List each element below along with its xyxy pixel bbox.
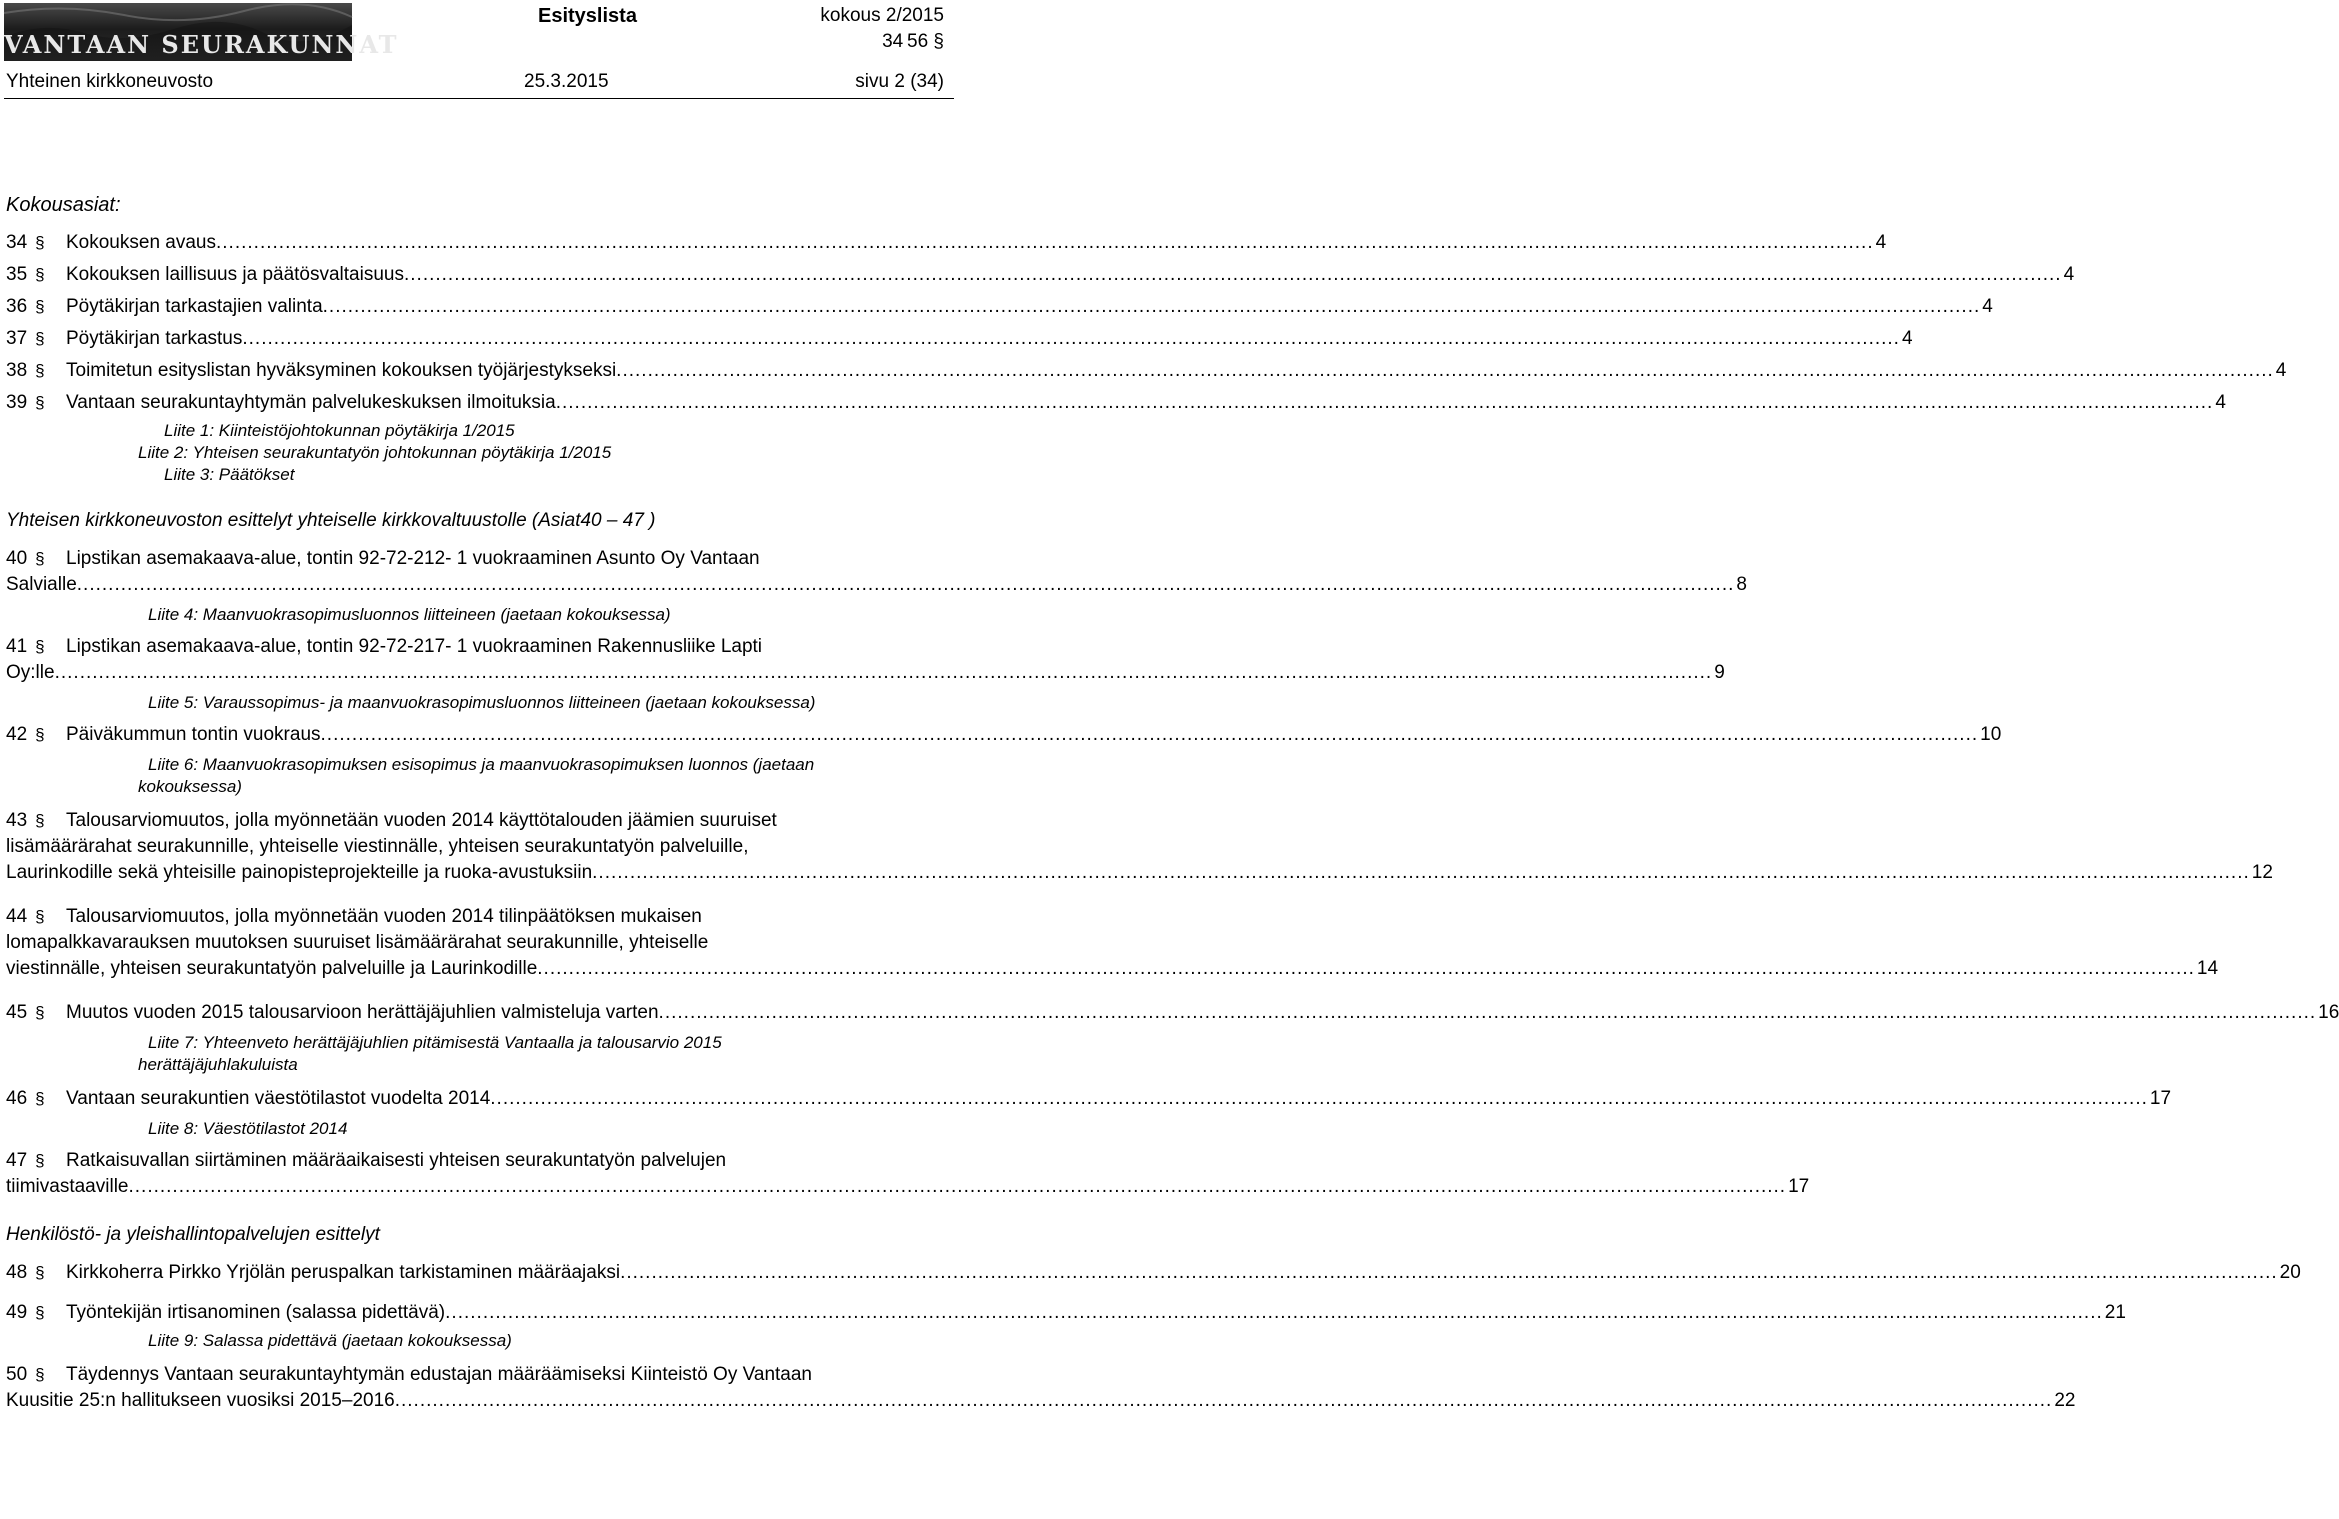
item-number: 40 [6, 548, 28, 569]
item-title-line3: viestinnälle, yhteisen seurakuntatyön palveluille ja Laurinkodille [6, 958, 538, 979]
item-title-line2: lomapalkkavarauksen muutoksen suuruiset lisämäärärahat seurakunnille, yhteiselle [6, 932, 709, 953]
section-sign: § [35, 725, 45, 744]
section-sign: § [35, 1263, 45, 1282]
item-title: Kokouksen avaus [66, 232, 216, 253]
item-title-line2: tiimivastaaville [6, 1176, 129, 1197]
item-page: 22 [2054, 1390, 2076, 1411]
agenda-item-45[interactable] [6, 1000, 2339, 1076]
section-sign: § [35, 1089, 45, 1108]
item-page: 4 [1875, 232, 1887, 253]
attachment-8[interactable]: Liite 8: Väestötilastot 2014 [148, 1119, 348, 1138]
section-sign: § [35, 549, 45, 568]
item-title: Vantaan seurakuntayhtymän palvelukeskuksen ilmoituksia [66, 392, 556, 413]
attachment-list [6, 420, 956, 486]
item-number: 49 [6, 1302, 28, 1323]
leader-dots [242, 326, 1900, 352]
item-title-line1: Talousarviomuutos, jolla myönnetään vuoden 2014 käyttötalouden jäämien suuruiset [66, 810, 777, 831]
item-title-line1: Täydennys Vantaan seurakuntayhtymän edustajan määräämiseksi Kiinteistö Oy Vantaan [66, 1364, 812, 1385]
section-sign: § [35, 297, 45, 316]
section-sign: § [35, 361, 45, 380]
section-sign: § [35, 907, 45, 926]
attachment-4[interactable]: Liite 4: Maanvuokrasopimusluonnos liitteineen (jaetaan kokouksessa) [148, 605, 671, 624]
item-title: Työntekijän irtisanominen (salassa pidettävä) [66, 1302, 446, 1323]
item-number: 48 [6, 1262, 28, 1283]
item-title-line2: lisämäärärahat seurakunnille, yhteiselle viestinnälle, yhteisen seurakuntatyön palveluille, [6, 836, 749, 857]
attachment-9[interactable]: Liite 9: Salassa pidettävä (jaetaan kokouksessa) [148, 1331, 512, 1350]
agenda-item-42[interactable] [6, 722, 2002, 798]
attachment-7-continued: herättäjäjuhlakuluista [138, 1055, 298, 1074]
section-sign: § [35, 637, 45, 656]
item-page: 17 [2149, 1088, 2172, 1109]
logo-wordmark: VANTAAN SEURAKUNNAT [4, 30, 399, 59]
section-sign: § [35, 233, 45, 252]
leader-dots [556, 390, 2214, 416]
agenda-item-41[interactable] [6, 634, 1725, 714]
agenda-item-48[interactable] [6, 1260, 2301, 1286]
agenda-item-39[interactable] [6, 390, 2226, 416]
item-page: 4 [1901, 328, 1913, 349]
leader-dots [404, 262, 2062, 288]
section-sign: § [35, 393, 45, 412]
item-number: 35 [6, 264, 28, 285]
item-page: 20 [2279, 1262, 2301, 1283]
organization-logo [4, 3, 399, 61]
leader-dots [77, 572, 1735, 598]
agenda-item-34[interactable] [6, 230, 1887, 256]
attachment-7[interactable]: Liite 7: Yhteenveto herättäjäjuhlien pitämisestä Vantaalla ja talousarvio 2015 [148, 1033, 722, 1052]
item-title: Vantaan seurakuntien väestötilastot vuodelta 2014 [66, 1088, 491, 1109]
item-number: 36 [6, 296, 28, 317]
item-title-line2: Salvialle [6, 574, 77, 595]
document-type: Esityslista [538, 5, 637, 27]
item-title: Päiväkummun tontin vuokraus [66, 724, 321, 745]
item-number: 50 [6, 1364, 28, 1385]
section-heading-council-presentations: Yhteisen kirkkoneuvoston esittelyt yhteiselle kirkkovaltuustolle (Asiat40 – 47 ) [6, 510, 656, 531]
meeting-number: kokous 2/2015 [820, 5, 944, 26]
item-page: 14 [2196, 958, 2219, 979]
section-heading-meeting-items: Kokousasiat: [6, 194, 121, 216]
agenda-item-46[interactable] [6, 1086, 2172, 1140]
section-sign: § [35, 811, 45, 830]
leader-dots [537, 956, 2195, 982]
item-page: 8 [1736, 574, 1747, 595]
meeting-date: 25.3.2015 [524, 71, 609, 92]
item-number: 38 [6, 360, 28, 381]
leader-dots [490, 1086, 2148, 1112]
leader-dots [659, 1000, 2317, 1026]
agenda-item-36[interactable] [6, 294, 1993, 320]
header-divider [4, 98, 954, 99]
attachment-1[interactable]: Liite 1: Kiinteistöjohtokunnan pöytäkirja 1/2015 [164, 421, 515, 440]
item-title: Pöytäkirjan tarkastajien valinta [66, 296, 323, 317]
leader-dots [321, 722, 1979, 748]
item-page: 4 [1982, 296, 1993, 317]
leader-dots [395, 1388, 2053, 1414]
item-title: Muutos vuoden 2015 talousarvioon herättäjäjuhlien valmisteluja varten [66, 1002, 659, 1023]
item-title-line2: Oy:lle [6, 662, 55, 683]
section-sign: § [35, 1365, 45, 1384]
item-page: 17 [1788, 1176, 1810, 1197]
section-heading-hr-presentations: Henkilöstö- ja yleishallintopalvelujen esittelyt [6, 1224, 380, 1245]
item-number: 37 [6, 328, 28, 349]
attachment-5[interactable]: Liite 5: Varaussopimus- ja maanvuokrasopimusluonnos liitteineen (jaetaan kokouksessa) [148, 693, 816, 712]
section-sign: § [35, 265, 45, 284]
item-title-line1: Talousarviomuutos, jolla myönnetään vuoden 2014 tilinpäätöksen mukaisen [66, 906, 702, 927]
item-number: 47 [6, 1150, 28, 1171]
leader-dots [216, 230, 1874, 256]
agenda-item-50[interactable] [6, 1362, 2076, 1414]
item-number: 34 [6, 232, 28, 253]
item-page: 4 [2275, 360, 2287, 381]
item-number: 42 [6, 724, 28, 745]
item-title-line1: Lipstikan asemakaava-alue, tontin 92-72-212- 1 vuokraaminen Asunto Oy Vantaan [66, 548, 760, 569]
agenda-item-37[interactable] [6, 326, 1913, 352]
leader-dots [620, 1260, 2278, 1286]
agenda-content [6, 192, 2339, 1420]
item-number: 39 [6, 392, 28, 413]
page-number: sivu 2 (34) [855, 71, 944, 92]
item-number: 41 [6, 636, 28, 657]
leader-dots [55, 660, 1713, 686]
section-range: 34 56 § [882, 31, 944, 52]
item-title: Kokouksen laillisuus ja päätösvaltaisuus [66, 264, 404, 285]
leader-dots [323, 294, 1981, 320]
organization-name: Yhteinen kirkkoneuvosto [6, 71, 214, 92]
leader-dots [445, 1300, 2103, 1326]
item-number: 43 [6, 810, 28, 831]
item-title-line3: Laurinkodille sekä yhteisille painopisteprojekteille ja ruoka-avustuksiin [6, 862, 593, 883]
agenda-item-35[interactable] [6, 262, 2075, 288]
agenda-item-47[interactable] [6, 1148, 1810, 1200]
leader-dots [128, 1174, 1786, 1200]
item-page: 9 [1714, 662, 1725, 683]
leader-dots [592, 860, 2250, 886]
item-number: 44 [6, 906, 28, 927]
agenda-item-40[interactable] [6, 546, 1747, 626]
item-page: 4 [2063, 264, 2075, 285]
attachment-6-continued: kokouksessa) [138, 777, 242, 796]
agenda-item-38[interactable] [6, 358, 2287, 384]
section-sign: § [35, 1151, 45, 1170]
attachment-6[interactable]: Liite 6: Maanvuokrasopimuksen esisopimus ja maanvuokrasopimuksen luonnos (jaetaan [148, 755, 815, 774]
leader-dots [616, 358, 2274, 384]
agenda-item-49[interactable] [6, 1300, 2126, 1352]
item-page: 12 [2251, 862, 2273, 883]
section-sign: § [35, 329, 45, 348]
agenda-item-44[interactable] [6, 904, 2219, 982]
item-title-line2: Kuusitie 25:n hallitukseen vuosiksi 2015–2016 [6, 1390, 395, 1411]
item-page: 4 [2215, 392, 2226, 413]
agenda-item-43[interactable] [6, 808, 2273, 886]
item-title: Pöytäkirjan tarkastus [66, 328, 243, 349]
item-number: 45 [6, 1002, 28, 1023]
item-title: Kirkkoherra Pirkko Yrjölän peruspalkan tarkistaminen määräajaksi [66, 1262, 621, 1283]
item-number: 46 [6, 1088, 28, 1109]
section-sign: § [35, 1003, 45, 1022]
item-title-line1: Ratkaisuvallan siirtäminen määräaikaisesti yhteisen seurakuntatyön palvelujen [66, 1150, 727, 1171]
item-page: 16 [2318, 1002, 2339, 1023]
item-title: Toimitetun esityslistan hyväksyminen kokouksen työjärjestykseksi [66, 360, 617, 381]
item-title-line1: Lipstikan asemakaava-alue, tontin 92-72-217- 1 vuokraaminen Rakennusliike Lapti [66, 636, 763, 657]
item-page: 21 [2104, 1302, 2126, 1323]
attachment-2[interactable]: Liite 2: Yhteisen seurakuntatyön johtokunnan pöytäkirja 1/2015 [138, 443, 612, 462]
item-page: 10 [1980, 724, 2002, 745]
section-sign: § [35, 1303, 45, 1322]
attachment-3[interactable]: Liite 3: Päätökset [164, 465, 295, 484]
